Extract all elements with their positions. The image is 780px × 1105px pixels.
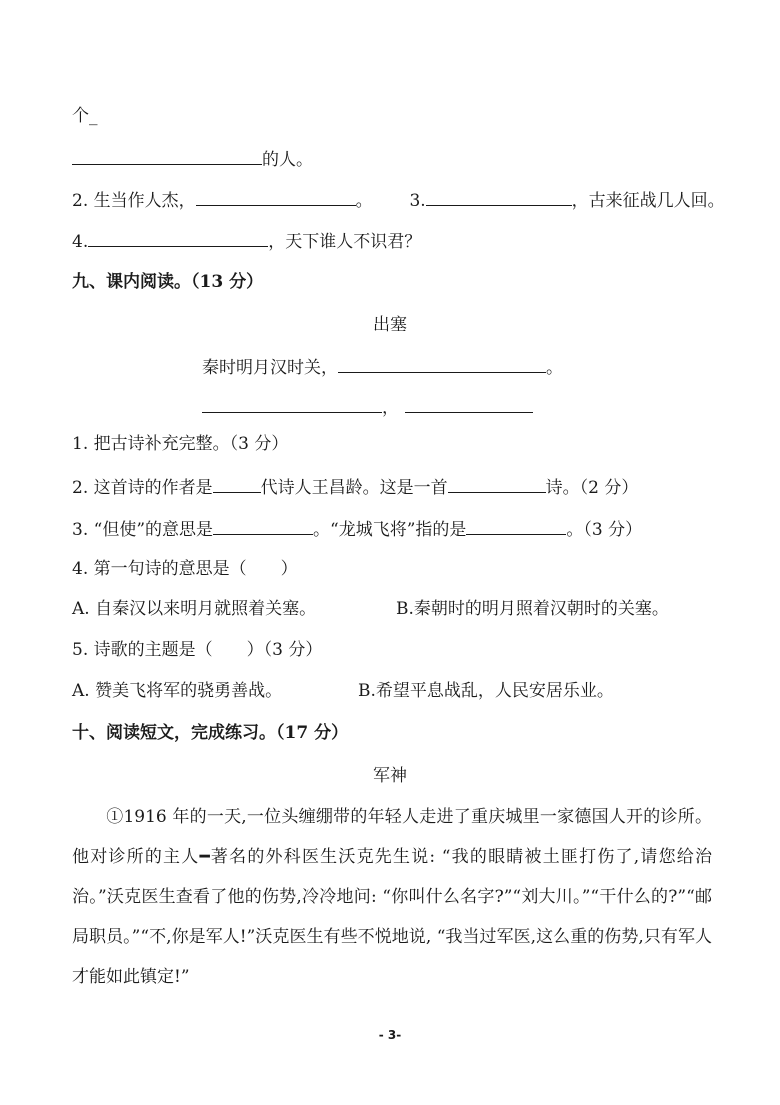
fill-line-2 <box>72 187 725 213</box>
poem-line-2 <box>202 394 533 420</box>
question-5-option-b[interactable]: B.希望平息战乱，人民安居乐业。 <box>358 681 614 701</box>
answer-blank[interactable] <box>196 187 356 206</box>
article-paragraph <box>72 797 712 997</box>
fill-text: 2. 生当作人杰， <box>72 191 196 211</box>
fill-line-1 <box>72 146 313 172</box>
fill-text: 的人。 <box>262 150 313 170</box>
question-4-option-b[interactable]: B.秦朝时的明月照着汉朝时的关塞。 <box>396 599 669 619</box>
poem-title: 出塞 <box>373 315 407 335</box>
article-title: 军神 <box>373 766 407 786</box>
answer-blank[interactable] <box>213 516 313 535</box>
fill-line-0 <box>72 104 98 128</box>
answer-blank[interactable] <box>213 474 261 493</box>
question-1: 1. 把古诗补充完整。（3 分） <box>72 434 289 454</box>
fill-text: ，古来征战几人回。 <box>571 191 725 211</box>
answer-blank[interactable] <box>88 228 268 247</box>
fill-text: 个_ <box>72 106 98 126</box>
question-text: 代诗人王昌龄。这是一首 <box>260 478 448 498</box>
answer-blank[interactable] <box>448 474 546 493</box>
question-4: 4. 第一句诗的意思是（ ） <box>72 559 298 579</box>
question-text: 诗。（2 分） <box>545 478 639 498</box>
question-text: 3. “但使”的意思是 <box>72 520 214 540</box>
fill-text: 3. <box>409 191 426 211</box>
question-text: 。“龙城飞将”指的是 <box>313 520 467 540</box>
question-5-option-a[interactable]: A. 赞美飞将军的骁勇善战。 <box>72 681 283 701</box>
question-5: 5. 诗歌的主题是（ ）（3 分） <box>72 640 323 660</box>
answer-blank[interactable] <box>202 394 382 413</box>
poem-line-1 <box>202 354 563 380</box>
paragraph-text: ①1916 年的一天,一位头缠绷带的年轻人走进了重庆城里一家德国人开的诊所。他对诊所的主人━著名的外科医生沃克先生说: “我的眼睛被土匪打伤了,请您给治治。”沃克医生查看了他的伤势,冷冷地问: “你叫什么名字?”“刘大川。”“干什么的?”“邮局职员。”“不,你是军人!”沃克医生有些不悦地说, “我当过军医,这么重的伤势,只有军人才能如此镇定!” <box>72 807 712 987</box>
poem-text: ， <box>382 398 399 418</box>
answer-blank[interactable] <box>466 516 566 535</box>
section-10-heading: 十、阅读短文，完成练习。（17 分） <box>72 723 349 743</box>
answer-blank[interactable] <box>426 187 572 206</box>
fill-text: ，天下谁人不识君？ <box>268 232 422 252</box>
answer-blank[interactable] <box>405 394 533 413</box>
poem-text: 秦时明月汉时关， <box>202 358 338 378</box>
question-3 <box>72 516 642 542</box>
question-text: 2. 这首诗的作者是 <box>72 478 213 498</box>
answer-blank[interactable] <box>72 146 262 165</box>
page-number: - 3- <box>378 1028 402 1042</box>
question-text: 。（3 分） <box>566 520 643 540</box>
answer-blank[interactable] <box>338 354 546 373</box>
fill-text: 。 <box>355 191 373 211</box>
poem-text: 。 <box>546 358 563 378</box>
fill-line-3 <box>72 228 421 254</box>
question-2 <box>72 474 638 500</box>
question-4-option-a[interactable]: A. 自秦汉以来明月就照着关塞。 <box>72 599 317 619</box>
section-9-heading: 九、课内阅读。（13 分） <box>72 272 264 292</box>
fill-text: 4. <box>72 232 89 252</box>
